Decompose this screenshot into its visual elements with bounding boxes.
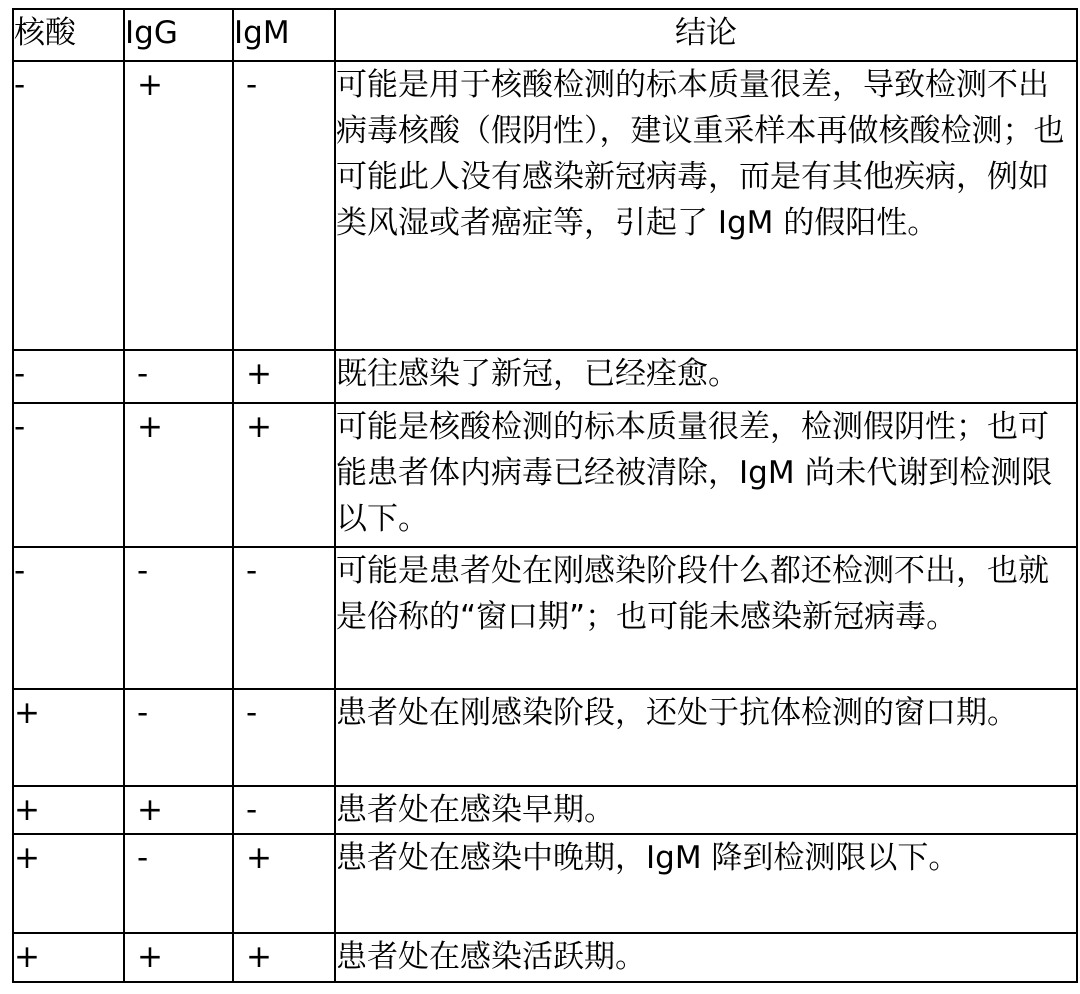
- header-igm: IgM: [233, 9, 335, 61]
- cell-igg: -: [124, 689, 233, 786]
- cell-igm: -: [233, 61, 335, 350]
- cell-igg: -: [124, 547, 233, 689]
- cell-igm: +: [233, 933, 335, 982]
- cell-igm: +: [233, 834, 335, 933]
- cell-igg: -: [124, 834, 233, 933]
- cell-conclusion: 既往感染了新冠，已经痊愈。: [335, 350, 1077, 403]
- cell-igm: -: [233, 786, 335, 834]
- table-row: [13, 547, 1077, 689]
- table-row: [13, 834, 1077, 933]
- header-row: [13, 9, 1077, 61]
- cell-igg: +: [124, 786, 233, 834]
- cell-nucleic: +: [13, 834, 124, 933]
- cell-nucleic: +: [13, 689, 124, 786]
- cell-nucleic: -: [13, 403, 124, 547]
- table-row: [13, 689, 1077, 786]
- cell-conclusion: 可能是核酸检测的标本质量很差，检测假阴性；也可能患者体内病毒已经被清除，IgM 尚未代谢到检测限以下。: [335, 403, 1077, 547]
- cell-nucleic: -: [13, 61, 124, 350]
- cell-igm: -: [233, 689, 335, 786]
- cell-igg: +: [124, 61, 233, 350]
- cell-igm: +: [233, 350, 335, 403]
- cell-igm: -: [233, 547, 335, 689]
- cell-conclusion: 可能是患者处在刚感染阶段什么都还检测不出，也就是俗称的“窗口期”；也可能未感染新冠病毒。: [335, 547, 1077, 689]
- cell-conclusion: 患者处在刚感染阶段，还处于抗体检测的窗口期。: [335, 689, 1077, 786]
- cell-nucleic: +: [13, 786, 124, 834]
- header-igg: IgG: [124, 9, 233, 61]
- cell-nucleic: +: [13, 933, 124, 982]
- table-row: [13, 933, 1077, 982]
- cell-nucleic: -: [13, 350, 124, 403]
- cell-conclusion: 患者处在感染中晚期，IgM 降到检测限以下。: [335, 834, 1077, 933]
- cell-igg: +: [124, 933, 233, 982]
- antibody-result-table: [12, 8, 1078, 983]
- cell-conclusion: 患者处在感染早期。: [335, 786, 1077, 834]
- table-row: [13, 350, 1077, 403]
- cell-igg: +: [124, 403, 233, 547]
- cell-igg: -: [124, 350, 233, 403]
- header-conclusion: 结论: [335, 9, 1077, 61]
- cell-conclusion: 可能是用于核酸检测的标本质量很差，导致检测不出病毒核酸（假阴性），建议重采样本再做核酸检测；也可能此人没有感染新冠病毒，而是有其他疾病，例如类风湿或者癌症等，引起了 IgM 的假阳性。: [335, 61, 1077, 350]
- table-row: [13, 403, 1077, 547]
- header-nucleic: 核酸: [13, 9, 124, 61]
- cell-nucleic: -: [13, 547, 124, 689]
- table-row: [13, 61, 1077, 350]
- cell-conclusion: 患者处在感染活跃期。: [335, 933, 1077, 982]
- table-row: [13, 786, 1077, 834]
- cell-igm: +: [233, 403, 335, 547]
